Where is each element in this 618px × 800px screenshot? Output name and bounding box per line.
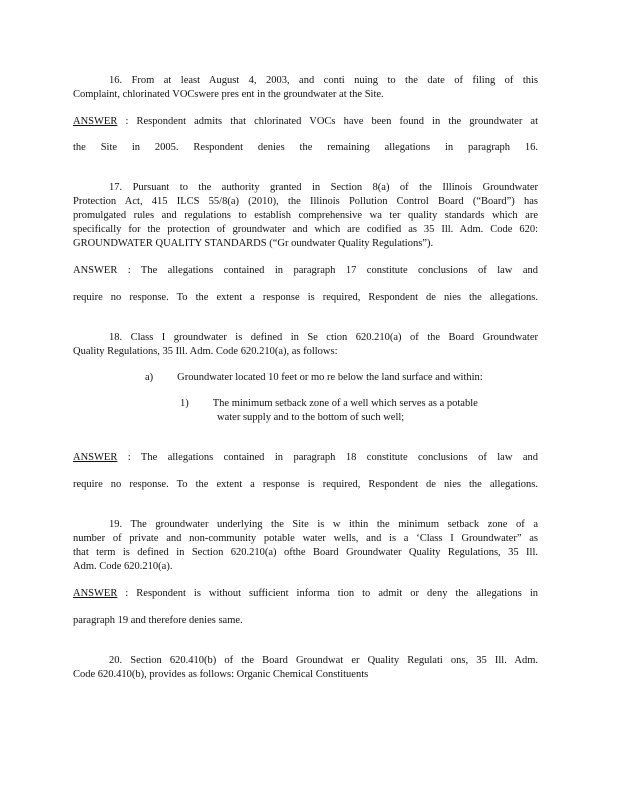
answer-17-line-2: require no response. To the extent a response is required, Respondent de nies the allegations.: [73, 292, 538, 303]
answer-19-line-1: [73, 587, 538, 601]
answer-18-cont: [73, 478, 538, 492]
answer-16-cont: [73, 141, 538, 155]
answer-19: [73, 587, 538, 601]
paragraph-18-sub-a: [145, 371, 540, 385]
answer-label: ANSWER: [73, 588, 118, 599]
paragraph-20: [73, 654, 538, 682]
answer-16-line-1: [73, 115, 538, 129]
sub-a-line: [145, 371, 540, 385]
paragraph-20-line-2: Code 620.410(b), provides as follows: Organic Chemical Constituents: [73, 669, 369, 680]
answer-16: [73, 115, 538, 129]
answer-18-text: : The allegations contained in paragraph 18 constitute conclusions of law and: [117, 452, 538, 463]
paragraph-19-line-3: that term is defined in Section 620.210(a) ofthe Board Groundwater Quality Regulations, 35 Ill.: [73, 547, 538, 558]
sub-a-text: Groundwater located 10 feet or mo re below the land surface and within:: [177, 372, 483, 383]
answer-17: [73, 264, 538, 278]
answer-19-cont: [73, 614, 538, 628]
paragraph-17-line-4: specifically for the protection of groundwater and which are codified as 35 Ill. Adm. Code 620:: [73, 224, 538, 235]
paragraph-18-line-1: 18. Class I groundwater is defined in Se ction 620.210(a) of the Board Groundwater: [109, 332, 538, 343]
answer-18-line-1: [73, 451, 538, 465]
answer-16-text: : Respondent admits that chlorinated VOCs have been found in the groundwater at: [117, 116, 538, 127]
sub-a-marker: a): [145, 372, 154, 383]
paragraph-16-line-2: Complaint, chlorinated VOCswere pres ent in the groundwater at the Site.: [73, 89, 384, 100]
answer-label: ANSWER: [73, 116, 118, 127]
paragraph-18-sub-1: [180, 397, 520, 425]
answer-18: [73, 451, 538, 465]
paragraph-18-line-2: Quality Regulations, 35 Ill. Adm. Code 620.210(a), as follows:: [73, 346, 338, 357]
answer-18-line-2: require no response. To the extent a response is required, Respondent de nies the allegations.: [73, 479, 538, 490]
sub-1-line-2: water supply and to the bottom of such well;: [217, 412, 405, 423]
answer-17-line-1: ANSWER : The allegations contained in paragraph 17 constitute conclusions of law and: [73, 265, 538, 276]
paragraph-19-line-4: Adm. Code 620.210(a).: [73, 561, 173, 572]
answer-19-line-2: paragraph 19 and therefore denies same.: [73, 615, 243, 626]
sub-1-text: The minimum setback zone of a well which serves as a potable: [212, 398, 478, 409]
paragraph-16: [73, 74, 538, 102]
paragraph-17-line-1: 17. Pursuant to the authority granted in Section 8(a) of the Illinois Groundwater: [109, 182, 538, 193]
paragraph-17: [73, 181, 538, 251]
paragraph-20-line-1: 20. Section 620.410(b) of the Board Groundwat er Quality Regulati ons, 35 Ill. Adm.: [109, 655, 538, 666]
paragraph-17-line-5: GROUNDWATER QUALITY STANDARDS (“Gr oundwater Quality Regulations”).: [73, 238, 434, 249]
answer-label: ANSWER: [73, 452, 118, 463]
paragraph-17-line-3: promulgated rules and regulations to establish comprehensive wa ter quality standards which are: [73, 210, 538, 221]
answer-19-text: : Respondent is without sufficient informa tion to admit or deny the allegations in: [117, 588, 538, 599]
paragraph-19-line-2: number of private and non-community potable water wells, and is a ‘Class I Groundwater” as: [73, 533, 538, 544]
paragraph-16-line-1: 16. From at least August 4, 2003, and conti nuing to the date of filing of this: [109, 75, 538, 86]
paragraph-17-line-2: Protection Act, 415 ILCS 55/8(a) (2010), the Illinois Pollution Control Board (“Board”) has: [73, 196, 538, 207]
answer-17-cont: [73, 291, 538, 305]
sub-1-marker: 1): [180, 398, 189, 409]
paragraph-18: [73, 331, 538, 359]
answer-16-line-2: the Site in 2005. Respondent denies the remaining allegations in paragraph 16.: [73, 142, 538, 153]
paragraph-19: [73, 518, 538, 574]
paragraph-19-line-1: 19. The groundwater underlying the Site is w ithin the minimum setback zone of a: [109, 519, 538, 530]
sub-1-line-1: [180, 397, 520, 411]
